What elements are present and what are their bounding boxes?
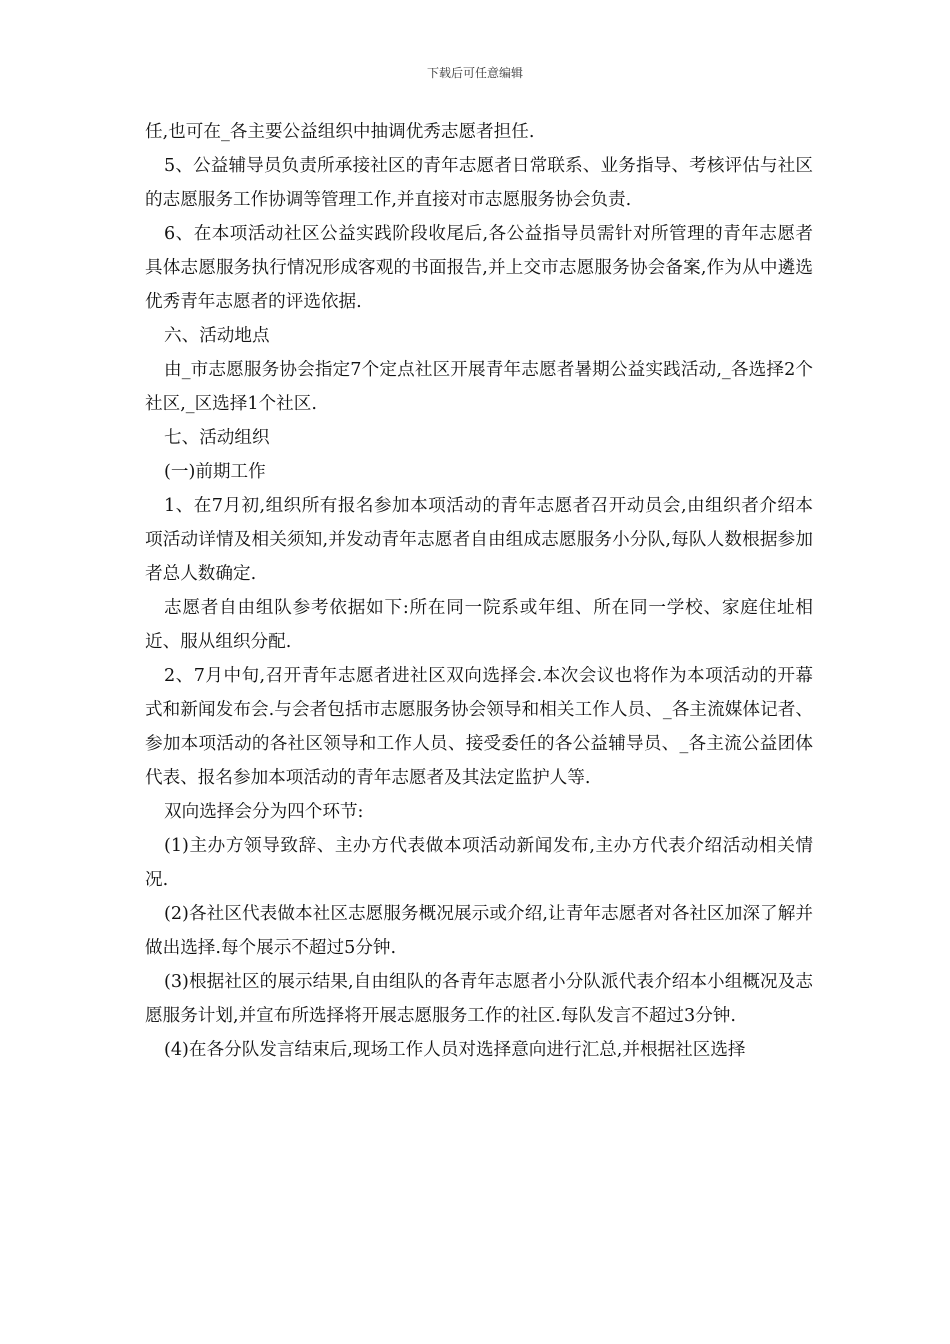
list-item: (2)各社区代表做本社区志愿服务概况展示或介绍,让青年志愿者对各社区加深了解并做出选择.每个展示不超过5分钟. bbox=[145, 904, 813, 958]
paragraph: 任,也可在_各主要公益组织中抽调优秀志愿者担任. bbox=[145, 122, 535, 142]
document-body bbox=[145, 115, 813, 1067]
paragraph: 5、公益辅导员负责所承接社区的青年志愿者日常联系、业务指导、考核评估与社区的志愿服务工作协调等管理工作,并直接对市志愿服务协会负责. bbox=[145, 156, 813, 210]
paragraph: 2、7月中旬,召开青年志愿者进社区双向选择会.本次会议也将作为本项活动的开幕式和新闻发布会.与会者包括市志愿服务协会领导和相关工作人员、_各主流媒体记者、参加本项活动的各社区领导和工作人员、接受委任的各公益辅导员、_各主流公益团体代表、报名参加本项活动的青年志愿者及其法定监护人等. bbox=[145, 666, 813, 788]
paragraph: 志愿者自由组队参考依据如下:所在同一院系或年组、所在同一学校、家庭住址相近、服从组织分配. bbox=[145, 598, 813, 652]
list-item: (1)主办方领导致辞、主办方代表做本项活动新闻发布,主办方代表介绍活动相关情况. bbox=[145, 836, 813, 890]
subsection-heading: (一)前期工作 bbox=[164, 462, 266, 482]
paragraph: 6、在本项活动社区公益实践阶段收尾后,各公益指导员需针对所管理的青年志愿者具体志愿服务执行情况形成客观的书面报告,并上交市志愿服务协会备案,作为从中遴选优秀青年志愿者的评选依据. bbox=[145, 224, 813, 312]
page-header: 下载后可任意编辑 bbox=[426, 66, 523, 80]
paragraph: 1、在7月初,组织所有报名参加本项活动的青年志愿者召开动员会,由组织者介绍本项活动详情及相关须知,并发动青年志愿者自由组成志愿服务小分队,每队人数根据参加者总人数确定. bbox=[145, 496, 813, 584]
section-heading: 六、活动地点 bbox=[164, 326, 270, 346]
section-heading: 七、活动组织 bbox=[164, 428, 270, 448]
paragraph: 双向选择会分为四个环节: bbox=[164, 802, 364, 822]
list-item: (4)在各分队发言结束后,现场工作人员对选择意向进行汇总,并根据社区选择 bbox=[164, 1040, 746, 1060]
list-item: (3)根据社区的展示结果,自由组队的各青年志愿者小分队派代表介绍本小组概况及志愿服务计划,并宣布所选择将开展志愿服务工作的社区.每队发言不超过3分钟. bbox=[145, 972, 813, 1026]
paragraph: 由_市志愿服务协会指定7个定点社区开展青年志愿者暑期公益实践活动,_各选择2个社区,_区选择1个社区. bbox=[145, 360, 813, 414]
